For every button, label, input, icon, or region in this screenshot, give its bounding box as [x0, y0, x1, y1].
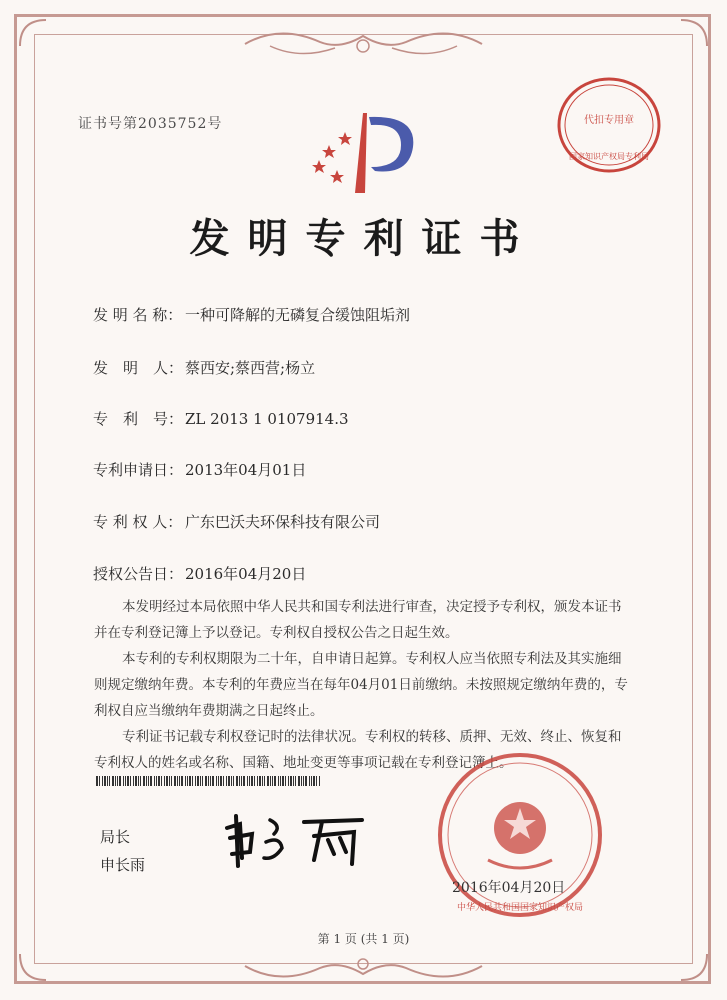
barcode-icon: [96, 776, 321, 786]
corner-ornament-icon: [679, 18, 709, 48]
corner-ornament-icon: [18, 18, 48, 48]
director-name: 申长雨: [100, 856, 146, 874]
certificate-body: [94, 594, 634, 776]
field-application-date: [93, 459, 306, 480]
field-label: 授权公告日：: [93, 565, 184, 583]
field-value: 一种可降解的无磷复合缓蚀阻垢剂: [185, 306, 411, 324]
page-footer: 第 1 页 (共 1 页): [317, 932, 410, 946]
bottom-ornament-icon: [240, 950, 487, 986]
field-label: 发 明 人：: [93, 359, 184, 377]
body-paragraph: 专利证书记载专利权登记时的法律状况。专利权的转移、质押、无效、终止、恢复和专利权人的姓名或名称、国籍、地址变更等事项记载在专利登记簿上。: [94, 729, 622, 771]
field-invention-name: [93, 304, 410, 325]
field-patentee: [93, 511, 380, 532]
director-signature-icon: [222, 808, 372, 870]
field-label: 专 利 号：: [93, 410, 184, 428]
field-inventors: [93, 357, 315, 378]
field-label: 专 利 权 人：: [93, 513, 183, 531]
field-value: 蔡西安;蔡西营;杨立: [185, 359, 316, 377]
field-label: 专利申请日：: [93, 461, 184, 479]
seal-big-text: 中华人民共和国国家知识产权局: [456, 903, 584, 913]
seal-small-center: 代扣专用章: [584, 115, 634, 126]
seal-small-text: 国家知识产权局专利局: [569, 152, 649, 161]
issue-date: 2016年04月20日: [452, 880, 566, 896]
document-title: 发明专利证书: [189, 215, 538, 262]
corner-ornament-icon: [679, 952, 709, 982]
top-ornament-icon: [240, 24, 487, 64]
agency-seal-icon: [555, 75, 663, 175]
corner-ornament-icon: [18, 952, 48, 982]
director-title: 局长: [100, 828, 131, 846]
body-paragraph: 本专利的专利权期限为二十年，自申请日起算。专利权人应当依照专利法及其实施细则规定缴纳年费。本专利的年费应当在每年04月01日前缴纳。未按照规定缴纳年费的，专利权自应当缴纳年费期满之日起终止。: [94, 651, 628, 719]
certificate-number: 证书号第2035752号: [78, 116, 223, 132]
field-value: 广东巴沃夫环保科技有限公司: [185, 513, 381, 531]
field-value: 2016年04月20日: [185, 565, 307, 583]
patent-office-logo-icon: [305, 105, 420, 195]
field-grant-date: [93, 563, 306, 584]
field-label: 发 明 名 称：: [93, 306, 183, 324]
body-paragraph: 本发明经过本局依照中华人民共和国专利法进行审查，决定授予专利权，颁发本证书并在专利登记簿上予以登记。专利权自授权公告之日起生效。: [94, 599, 622, 641]
field-value: 2013年04月01日: [185, 461, 307, 479]
field-value: ZL 2013 1 0107914.3: [185, 410, 349, 428]
field-patent-number: [93, 408, 349, 429]
